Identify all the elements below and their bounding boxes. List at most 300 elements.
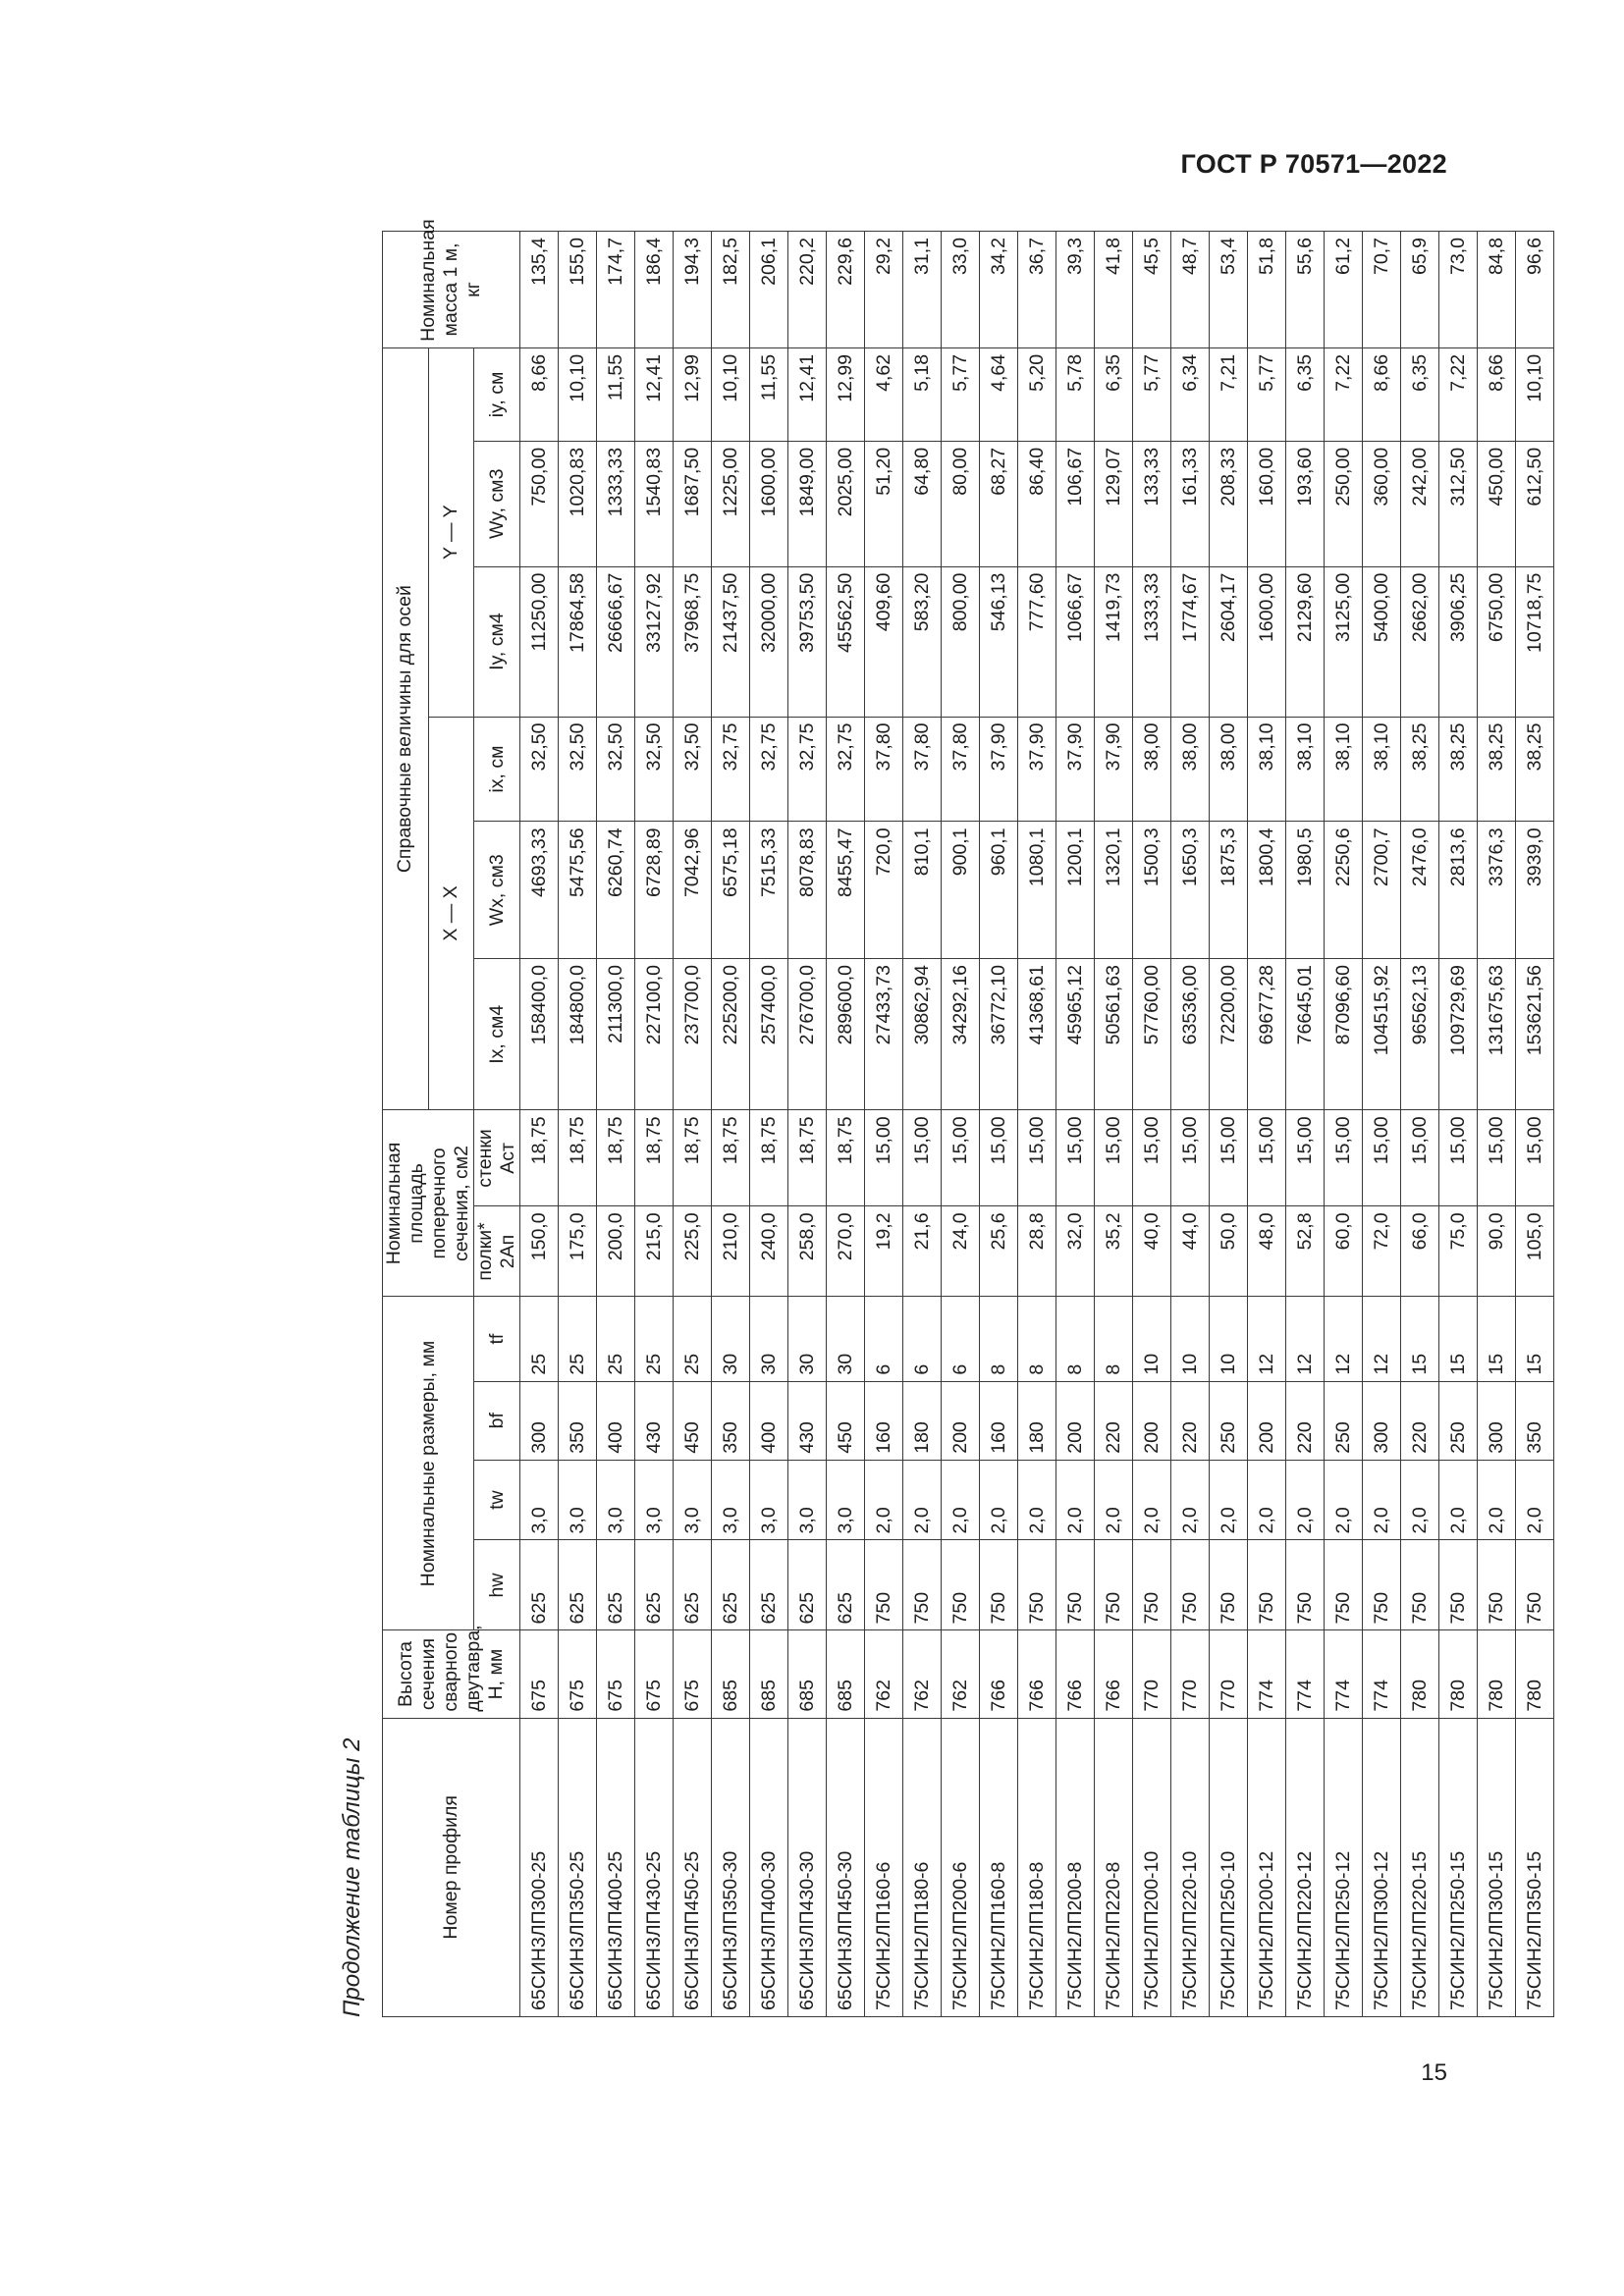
value-cell: 250,00: [1325, 441, 1363, 566]
value-cell: 6575,18: [712, 822, 750, 959]
table-row: [1133, 232, 1171, 2017]
value-cell: 109729,69: [1439, 959, 1478, 1110]
value-cell: 32,50: [635, 717, 674, 822]
value-cell: 30: [788, 1297, 827, 1381]
table-row: [1439, 232, 1478, 2017]
value-cell: 38,25: [1478, 717, 1516, 822]
value-cell: 762: [942, 1630, 980, 1718]
value-cell: 2250,6: [1325, 822, 1363, 959]
value-cell: 1080,1: [1018, 822, 1056, 959]
value-cell: 48,7: [1171, 232, 1210, 348]
value-cell: 15,00: [1325, 1110, 1363, 1206]
value-cell: 774: [1325, 1630, 1363, 1718]
value-cell: 15,00: [1439, 1110, 1478, 1206]
value-cell: 12,41: [788, 347, 827, 441]
value-cell: 430: [635, 1381, 674, 1460]
value-cell: 289600,0: [827, 959, 865, 1110]
value-cell: 3,0: [788, 1460, 827, 1540]
profile-name-cell: 75СИН2ЛП200-12: [1248, 1718, 1286, 2016]
value-cell: 25,6: [980, 1206, 1018, 1297]
value-cell: 38,10: [1363, 717, 1401, 822]
value-cell: 8: [1056, 1297, 1095, 1381]
value-cell: 186,4: [635, 232, 674, 348]
value-cell: 15: [1401, 1297, 1439, 1381]
value-cell: 10: [1210, 1297, 1248, 1381]
value-cell: 450,00: [1478, 441, 1516, 566]
th-t-f: tf: [474, 1297, 520, 1381]
value-cell: 105,0: [1516, 1206, 1554, 1297]
value-cell: 2476,0: [1401, 822, 1439, 959]
value-cell: 57760,00: [1133, 959, 1171, 1110]
value-cell: 41368,61: [1018, 959, 1056, 1110]
profile-name-cell: 75СИН2ЛП200-6: [942, 1718, 980, 2016]
value-cell: 48,0: [1248, 1206, 1286, 1297]
profile-name-cell: 75СИН2ЛП220-12: [1286, 1718, 1325, 2016]
value-cell: 182,5: [712, 232, 750, 348]
value-cell: 780: [1439, 1630, 1478, 1718]
value-cell: 3,0: [635, 1460, 674, 1540]
value-cell: 270,0: [827, 1206, 865, 1297]
value-cell: 5,77: [942, 347, 980, 441]
value-cell: 34292,16: [942, 959, 980, 1110]
value-cell: 6: [903, 1297, 942, 1381]
value-cell: 27433,73: [865, 959, 903, 1110]
table-row: [1286, 232, 1325, 2017]
value-cell: 1849,00: [788, 441, 827, 566]
value-cell: 15,00: [1210, 1110, 1248, 1206]
value-cell: 38,00: [1171, 717, 1210, 822]
value-cell: 18,75: [788, 1110, 827, 1206]
value-cell: 160,00: [1248, 441, 1286, 566]
value-cell: 37968,75: [674, 566, 712, 717]
value-cell: 409,60: [865, 566, 903, 717]
value-cell: 450: [827, 1381, 865, 1460]
value-cell: 766: [1095, 1630, 1133, 1718]
value-cell: 32,75: [827, 717, 865, 822]
value-cell: 7,21: [1210, 347, 1248, 441]
value-cell: 770: [1171, 1630, 1210, 1718]
value-cell: 1800,4: [1248, 822, 1286, 959]
table-row: [1018, 232, 1056, 2017]
value-cell: 86,40: [1018, 441, 1056, 566]
value-cell: 4693,33: [520, 822, 559, 959]
value-cell: 583,20: [903, 566, 942, 717]
table-row: [750, 232, 788, 2017]
value-cell: 8455,47: [827, 822, 865, 959]
table-row: [1056, 232, 1095, 2017]
value-cell: 2604,17: [1210, 566, 1248, 717]
value-cell: 2,0: [1248, 1460, 1286, 1540]
value-cell: 685: [712, 1630, 750, 1718]
value-cell: 1333,33: [597, 441, 635, 566]
value-cell: 32000,00: [750, 566, 788, 717]
value-cell: 18,75: [597, 1110, 635, 1206]
value-cell: 17864,58: [559, 566, 597, 717]
value-cell: 2,0: [1516, 1460, 1554, 1540]
profile-name-cell: 75СИН2ЛП220-15: [1401, 1718, 1439, 2016]
value-cell: 750: [865, 1540, 903, 1630]
value-cell: 174,7: [597, 232, 635, 348]
value-cell: 18,75: [674, 1110, 712, 1206]
value-cell: 625: [788, 1540, 827, 1630]
value-cell: 2,0: [980, 1460, 1018, 1540]
value-cell: 32,50: [559, 717, 597, 822]
value-cell: 96,6: [1516, 232, 1554, 348]
value-cell: 35,2: [1095, 1206, 1133, 1297]
value-cell: 29,2: [865, 232, 903, 348]
value-cell: 160: [980, 1381, 1018, 1460]
value-cell: 675: [597, 1630, 635, 1718]
value-cell: 30: [750, 1297, 788, 1381]
profile-name-cell: 75СИН2ЛП160-6: [865, 1718, 903, 2016]
value-cell: 90,0: [1478, 1206, 1516, 1297]
value-cell: 15: [1516, 1297, 1554, 1381]
value-cell: 2025,00: [827, 441, 865, 566]
table-row: [1401, 232, 1439, 2017]
th-area-web: стенки Aст: [474, 1110, 520, 1206]
value-cell: 63536,00: [1171, 959, 1210, 1110]
value-cell: 8,66: [1478, 347, 1516, 441]
value-cell: 1200,1: [1056, 822, 1095, 959]
profile-name-cell: 65СИН3ЛП450-25: [674, 1718, 712, 2016]
th-w-x: Wx, см3: [474, 822, 520, 959]
value-cell: 1875,3: [1210, 822, 1248, 959]
profile-name-cell: 75СИН2ЛП300-12: [1363, 1718, 1401, 2016]
value-cell: 5,77: [1133, 347, 1171, 441]
profile-name-cell: 65СИН3ЛП350-30: [712, 1718, 750, 2016]
value-cell: 30: [827, 1297, 865, 1381]
th-i-y: iy, см: [474, 347, 520, 441]
value-cell: 129,07: [1095, 441, 1133, 566]
value-cell: 3,0: [674, 1460, 712, 1540]
value-cell: 5400,00: [1363, 566, 1401, 717]
value-cell: 750: [942, 1540, 980, 1630]
value-cell: 69677,28: [1248, 959, 1286, 1110]
value-cell: 15,00: [1133, 1110, 1171, 1206]
value-cell: 10,10: [1516, 347, 1554, 441]
th-i-x: ix, см: [474, 717, 520, 822]
th-w-y: Wy, см3: [474, 441, 520, 566]
profile-name-cell: 65СИН3ЛП450-30: [827, 1718, 865, 2016]
value-cell: 1980,5: [1286, 822, 1325, 959]
value-cell: 4,64: [980, 347, 1018, 441]
profile-name-cell: 75СИН2ЛП300-15: [1478, 1718, 1516, 2016]
value-cell: 430: [788, 1381, 827, 1460]
value-cell: 750: [1095, 1540, 1133, 1630]
value-cell: 26666,67: [597, 566, 635, 717]
value-cell: 15,00: [1018, 1110, 1056, 1206]
value-cell: 625: [520, 1540, 559, 1630]
value-cell: 625: [750, 1540, 788, 1630]
value-cell: 38,00: [1210, 717, 1248, 822]
table-row: [1248, 232, 1286, 2017]
value-cell: 15,00: [1248, 1110, 1286, 1206]
table-row: [635, 232, 674, 2017]
value-cell: 19,2: [865, 1206, 903, 1297]
value-cell: 21,6: [903, 1206, 942, 1297]
value-cell: 75,0: [1439, 1206, 1478, 1297]
value-cell: 211300,0: [597, 959, 635, 1110]
value-cell: 2129,60: [1286, 566, 1325, 717]
th-height: Высота сечения сварного двутавра, H, мм: [383, 1630, 520, 1718]
value-cell: 7,22: [1439, 347, 1478, 441]
value-cell: 675: [674, 1630, 712, 1718]
profile-name-cell: 65СИН3ЛП300-25: [520, 1718, 559, 2016]
value-cell: 200: [1248, 1381, 1286, 1460]
value-cell: 15: [1478, 1297, 1516, 1381]
value-cell: 360,00: [1363, 441, 1401, 566]
value-cell: 38,10: [1286, 717, 1325, 822]
th-axis-x: X — X: [428, 717, 474, 1110]
value-cell: 36,7: [1018, 232, 1056, 348]
value-cell: 810,1: [903, 822, 942, 959]
value-cell: 6,35: [1095, 347, 1133, 441]
value-cell: 2,0: [1478, 1460, 1516, 1540]
value-cell: 39,3: [1056, 232, 1095, 348]
value-cell: 7515,33: [750, 822, 788, 959]
value-cell: 3,0: [827, 1460, 865, 1540]
value-cell: 3,0: [597, 1460, 635, 1540]
value-cell: 51,20: [865, 441, 903, 566]
value-cell: 5,18: [903, 347, 942, 441]
value-cell: 780: [1478, 1630, 1516, 1718]
value-cell: 750: [1325, 1540, 1363, 1630]
value-cell: 220,2: [788, 232, 827, 348]
value-cell: 2813,6: [1439, 822, 1478, 959]
value-cell: 2,0: [1056, 1460, 1095, 1540]
table-row: [980, 232, 1018, 2017]
profile-name-cell: 75СИН2ЛП200-8: [1056, 1718, 1095, 2016]
th-t-w: tw: [474, 1460, 520, 1540]
value-cell: 15,00: [1363, 1110, 1401, 1206]
th-profile-number: Номер профиля: [383, 1718, 520, 2016]
value-cell: 750,00: [520, 441, 559, 566]
table-row: [1516, 232, 1554, 2017]
value-cell: 720,0: [865, 822, 903, 959]
value-cell: 625: [635, 1540, 674, 1630]
table-row: [674, 232, 712, 2017]
value-cell: 15,00: [1286, 1110, 1325, 1206]
value-cell: 12,99: [674, 347, 712, 441]
value-cell: 3,0: [520, 1460, 559, 1540]
value-cell: 312,50: [1439, 441, 1478, 566]
value-cell: 184800,0: [559, 959, 597, 1110]
value-cell: 1500,3: [1133, 822, 1171, 959]
value-cell: 1419,73: [1095, 566, 1133, 717]
rotated-table-block: [339, 219, 1545, 2017]
value-cell: 220: [1171, 1381, 1210, 1460]
value-cell: 38,10: [1325, 717, 1363, 822]
profile-name-cell: 75СИН2ЛП220-8: [1095, 1718, 1133, 2016]
value-cell: 2,0: [1171, 1460, 1210, 1540]
value-cell: 750: [1018, 1540, 1056, 1630]
value-cell: 133,33: [1133, 441, 1171, 566]
value-cell: 15: [1439, 1297, 1478, 1381]
value-cell: 15,00: [1516, 1110, 1554, 1206]
value-cell: 750: [1516, 1540, 1554, 1630]
value-cell: 774: [1363, 1630, 1401, 1718]
value-cell: 153621,56: [1516, 959, 1554, 1110]
value-cell: 1540,83: [635, 441, 674, 566]
value-cell: 8: [1095, 1297, 1133, 1381]
value-cell: 200: [942, 1381, 980, 1460]
value-cell: 61,2: [1325, 232, 1363, 348]
value-cell: 5,77: [1248, 347, 1286, 441]
table-row: [788, 232, 827, 2017]
value-cell: 68,27: [980, 441, 1018, 566]
value-cell: 685: [827, 1630, 865, 1718]
value-cell: 240,0: [750, 1206, 788, 1297]
value-cell: 32,50: [674, 717, 712, 822]
value-cell: 3939,0: [1516, 822, 1554, 959]
profile-name-cell: 65СИН3ЛП400-30: [750, 1718, 788, 2016]
value-cell: 65,9: [1401, 232, 1439, 348]
value-cell: 37,90: [1095, 717, 1133, 822]
value-cell: 34,2: [980, 232, 1018, 348]
value-cell: 8,66: [520, 347, 559, 441]
table-row: [1095, 232, 1133, 2017]
value-cell: 52,8: [1286, 1206, 1325, 1297]
value-cell: 72200,00: [1210, 959, 1248, 1110]
value-cell: 37,90: [1056, 717, 1095, 822]
value-cell: 2,0: [1018, 1460, 1056, 1540]
value-cell: 2,0: [1439, 1460, 1478, 1540]
value-cell: 780: [1516, 1630, 1554, 1718]
value-cell: 10: [1171, 1297, 1210, 1381]
value-cell: 15,00: [903, 1110, 942, 1206]
standard-code: ГОСТ Р 70571—2022: [1180, 149, 1447, 179]
value-cell: 750: [1401, 1540, 1439, 1630]
value-cell: 2,0: [903, 1460, 942, 1540]
value-cell: 32,50: [520, 717, 559, 822]
value-cell: 11,55: [750, 347, 788, 441]
value-cell: 25: [597, 1297, 635, 1381]
value-cell: 104515,92: [1363, 959, 1401, 1110]
value-cell: 36772,10: [980, 959, 1018, 1110]
value-cell: 37,90: [1018, 717, 1056, 822]
value-cell: 250: [1210, 1381, 1248, 1460]
value-cell: 1600,00: [1248, 566, 1286, 717]
value-cell: 28,8: [1018, 1206, 1056, 1297]
value-cell: 229,6: [827, 232, 865, 348]
value-cell: 276700,0: [788, 959, 827, 1110]
value-cell: 766: [1056, 1630, 1095, 1718]
value-cell: 11,55: [597, 347, 635, 441]
profiles-table: [382, 219, 1554, 2017]
value-cell: 10,10: [712, 347, 750, 441]
value-cell: 750: [1056, 1540, 1095, 1630]
value-cell: 106,67: [1056, 441, 1095, 566]
value-cell: 210,0: [712, 1206, 750, 1297]
value-cell: 750: [1478, 1540, 1516, 1630]
value-cell: 21437,50: [712, 566, 750, 717]
profile-name-cell: 75СИН2ЛП200-10: [1133, 1718, 1171, 2016]
value-cell: 750: [1363, 1540, 1401, 1630]
value-cell: 900,1: [942, 822, 980, 959]
value-cell: 8: [1018, 1297, 1056, 1381]
th-area-flange: полки* 2Aп: [474, 1206, 520, 1297]
th-b-f: bf: [474, 1381, 520, 1460]
value-cell: 250: [1325, 1381, 1363, 1460]
value-cell: 770: [1133, 1630, 1171, 1718]
profile-name-cell: 65СИН3ЛП430-25: [635, 1718, 674, 2016]
table-row: [520, 232, 559, 2017]
value-cell: 12: [1325, 1297, 1363, 1381]
value-cell: 200,0: [597, 1206, 635, 1297]
value-cell: 3376,3: [1478, 822, 1516, 959]
page-number: 15: [1421, 2059, 1447, 2086]
value-cell: 33127,92: [635, 566, 674, 717]
value-cell: 237700,0: [674, 959, 712, 1110]
value-cell: 770: [1210, 1630, 1248, 1718]
value-cell: 15,00: [1401, 1110, 1439, 1206]
value-cell: 10,10: [559, 347, 597, 441]
value-cell: 450: [674, 1381, 712, 1460]
value-cell: 158400,0: [520, 959, 559, 1110]
value-cell: 5,20: [1018, 347, 1056, 441]
value-cell: 38,25: [1439, 717, 1478, 822]
profile-name-cell: 75СИН2ЛП250-10: [1210, 1718, 1248, 2016]
value-cell: 625: [559, 1540, 597, 1630]
th-i-x: Ix, см4: [474, 959, 520, 1110]
value-cell: 225200,0: [712, 959, 750, 1110]
value-cell: 72,0: [1363, 1206, 1401, 1297]
value-cell: 32,75: [750, 717, 788, 822]
value-cell: 39753,50: [788, 566, 827, 717]
value-cell: 625: [712, 1540, 750, 1630]
profile-name-cell: 75СИН2ЛП180-8: [1018, 1718, 1056, 2016]
value-cell: 30: [712, 1297, 750, 1381]
value-cell: 1600,00: [750, 441, 788, 566]
value-cell: 250: [1439, 1381, 1478, 1460]
value-cell: 180: [903, 1381, 942, 1460]
value-cell: 2,0: [865, 1460, 903, 1540]
value-cell: 66,0: [1401, 1206, 1439, 1297]
value-cell: 200: [1056, 1381, 1095, 1460]
value-cell: 227100,0: [635, 959, 674, 1110]
profile-name-cell: 75СИН2ЛП220-10: [1171, 1718, 1210, 2016]
value-cell: 2,0: [1401, 1460, 1439, 1540]
value-cell: 6,35: [1286, 347, 1325, 441]
value-cell: 766: [980, 1630, 1018, 1718]
value-cell: 32,75: [712, 717, 750, 822]
value-cell: 1687,50: [674, 441, 712, 566]
value-cell: 750: [1439, 1540, 1478, 1630]
value-cell: 45965,12: [1056, 959, 1095, 1110]
value-cell: 2662,00: [1401, 566, 1439, 717]
value-cell: 625: [827, 1540, 865, 1630]
profile-name-cell: 75СИН2ЛП250-15: [1439, 1718, 1478, 2016]
value-cell: 73,0: [1439, 232, 1478, 348]
value-cell: 2,0: [1363, 1460, 1401, 1540]
value-cell: 38,10: [1248, 717, 1286, 822]
value-cell: 2,0: [1210, 1460, 1248, 1540]
table-row: [597, 232, 635, 2017]
value-cell: 25: [635, 1297, 674, 1381]
value-cell: 8,66: [1363, 347, 1401, 441]
value-cell: 6750,00: [1478, 566, 1516, 717]
value-cell: 960,1: [980, 822, 1018, 959]
value-cell: 208,33: [1210, 441, 1248, 566]
th-reference-values: Справочные величины для осей: [383, 347, 429, 1110]
value-cell: 3,0: [712, 1460, 750, 1540]
value-cell: 300: [1363, 1381, 1401, 1460]
value-cell: 625: [597, 1540, 635, 1630]
value-cell: 685: [788, 1630, 827, 1718]
value-cell: 675: [520, 1630, 559, 1718]
value-cell: 350: [1516, 1381, 1554, 1460]
value-cell: 15,00: [865, 1110, 903, 1206]
